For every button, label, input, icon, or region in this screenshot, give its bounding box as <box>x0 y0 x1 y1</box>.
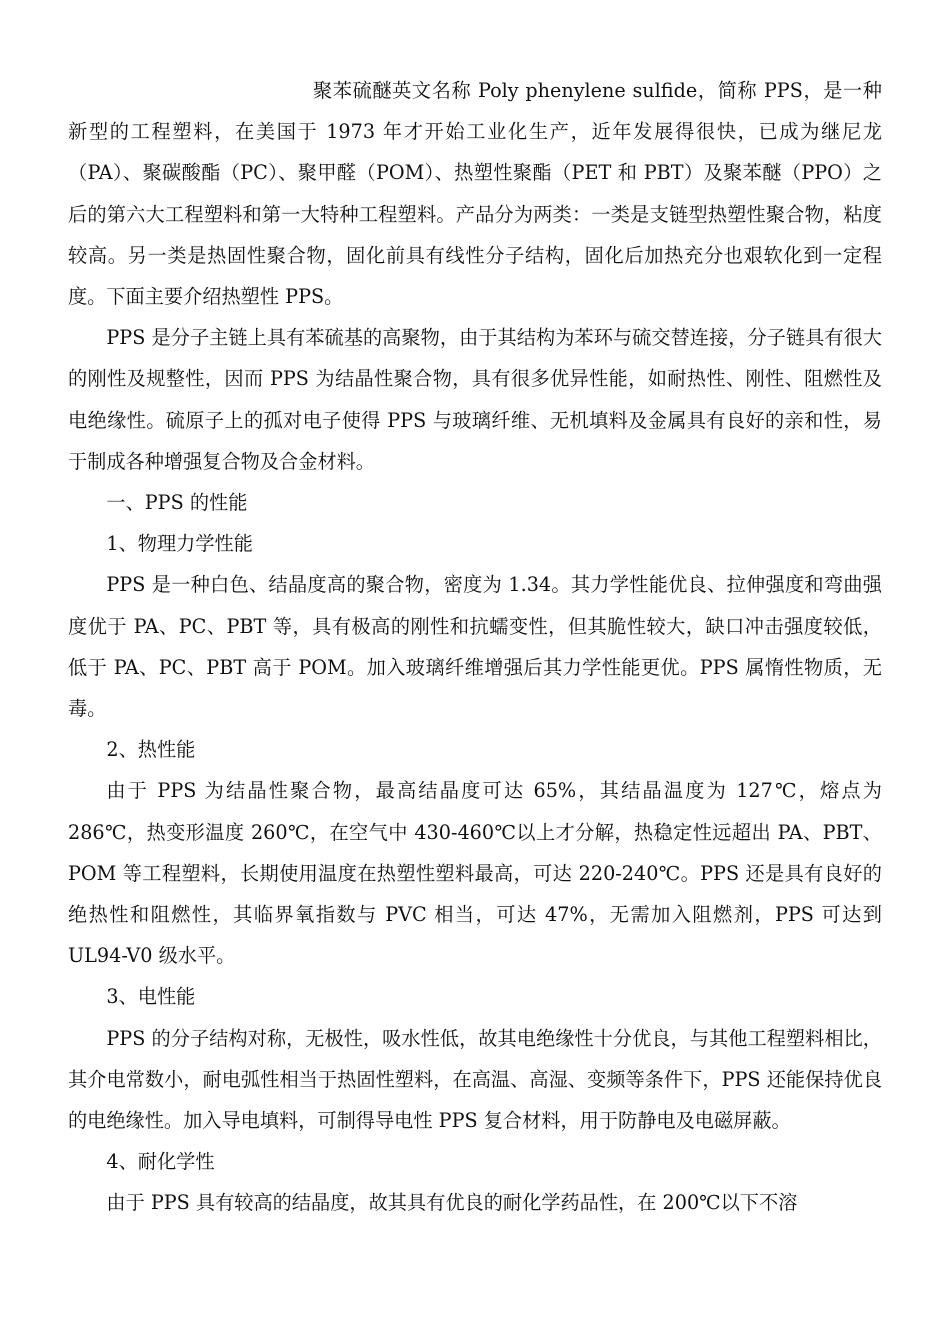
document-page <box>68 70 882 1224</box>
subheading-thermal: 2、热性能 <box>106 738 196 762</box>
structure-paragraph: PPS 是分子主链上具有苯硫基的高聚物，由于其结构为苯环与硫交替连接，分子链具有很大的刚性及规整性，因而 PPS 为结晶性聚合物，具有很多优异性能，如耐热性、刚性、阻燃性及电绝缘性。硫原子上的孤对电子使得 PPS 与玻璃纤维、无机填料及金属具有良好的亲和性，易于制成各种增强复合物及合金材料。 <box>68 326 882 473</box>
intro-paragraph: 聚苯硫醚英文名称 Poly phenylene sulfide，简称 PPS，是一种新型的工程塑料，在美国于 1973 年才开始工业化生产，近年发展得很快，已成为继尼龙（PA）、聚碳酸酯（PC）、聚甲醛（POM）、热塑性聚酯（PET 和 PBT）及聚苯醚（PPO）之后的第六大工程塑料和第一大特种工程塑料。产品分为两类：一类是支链型热塑性聚合物，粘度较高。另一类是热固性聚合物，固化前具有线性分子结构，固化后加热充分也艰软化到一定程度。下面主要介绍热塑性 PPS。 <box>68 79 882 309</box>
electrical-paragraph: PPS 的分子结构对称，无极性，吸水性低，故其电绝缘性十分优良，与其他工程塑料相比，其介电常数小，耐电弧性相当于热固性塑料，在高温、高湿、变频等条件下，PPS 还能保持优良的电绝缘性。加入导电填料，可制得导电性 PPS 复合材料，用于防静电及电磁屏蔽。 <box>68 1026 883 1133</box>
thermal-paragraph: 由于 PPS 为结晶性聚合物，最高结晶度可达 65%，其结晶温度为 127℃，熔点为 286℃，热变形温度 260℃，在空气中 430-460℃以上才分解，热稳定性远超出 PA、PBT、POM 等工程塑料，长期使用温度在热塑性塑料最高，可达 220-240℃。PPS 还是具有良好的绝热性和阻燃性，其临界氧指数与 PVC 相当，可达 47%，无需加入阻燃剂，PPS 可达到 UL94-V0 级水平。 <box>68 779 882 968</box>
subheading-mechanical: 1、物理力学性能 <box>106 532 253 556</box>
chemical-paragraph: 由于 PPS 具有较高的结晶度，故其具有优良的耐化学药品性，在 200℃以下不溶 <box>106 1191 798 1215</box>
mechanical-paragraph: PPS 是一种白色、结晶度高的聚合物，密度为 1.34。其力学性能优良、拉伸强度和弯曲强度优于 PA、PC、PBT 等，具有极高的刚性和抗蠕变性，但其脆性较大，缺口冲击强度较低，低于 PA、PC、PBT 高于 POM。加入玻璃纤维增强后其力学性能更优。PPS 属惰性物质，无毒。 <box>68 573 882 721</box>
subheading-electrical: 3、电性能 <box>106 985 196 1009</box>
subheading-chemical: 4、耐化学性 <box>106 1150 215 1174</box>
section-heading-properties: 一、PPS 的性能 <box>106 491 248 515</box>
